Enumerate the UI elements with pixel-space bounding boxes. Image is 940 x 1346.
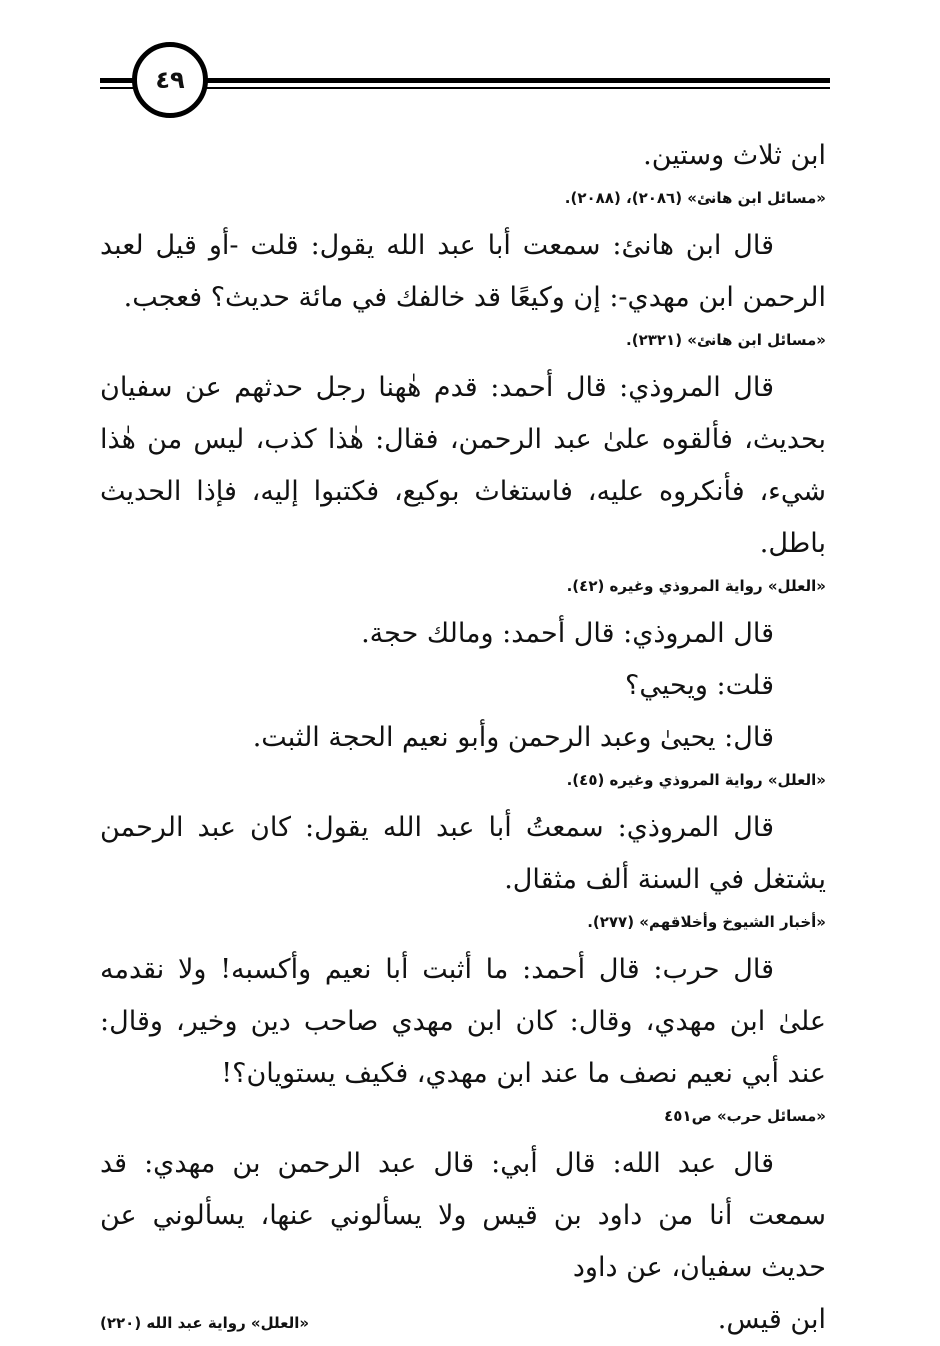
source-citation: «مسائل حرب» ص٤٥١ [664,1107,826,1125]
text-paragraph: قال: يحيىٰ وعبد الرحمن وأبو نعيم الحجة الثبت. [252,722,774,753]
text-paragraph: قال المروذي: قال أحمد: ومالك حجة. [361,618,774,649]
source-citation: «العلل» رواية المروذي وغيره (٤٥). [566,771,826,789]
final-line [100,1294,826,1346]
page-number: ٤٩ [155,66,185,94]
text-paragraph: قال حرب: قال أحمد: ما أثبت أبا نعيم وأكسبه! ولا نقدمه علىٰ ابن مهدي، وقال: كان ابن مهدي صاحب دين وخير، وقال: عند أبي نعيم نصف ما عند ابن مهدي، فكيف يستويان؟! [100,954,826,1089]
page-body [100,130,826,1346]
text-paragraph: قال المروذي: سمعتُ أبا عبد الله يقول: كان عبد الرحمن يشتغل في السنة ألف مثقال. [100,812,826,895]
text-paragraph: قال عبد الله: قال أبي: قال عبد الرحمن بن مهدي: قد سمعت أنا من داود بن قيس ولا يسألوني عنها، يسألوني عن حديث سفيان، عن داود [100,1148,826,1283]
source-citation: «مسائل ابن هانئ» (٢٣٢١). [626,331,826,349]
source-citation: «العلل» رواية المروذي وغيره (٤٢). [566,577,826,595]
text-line: ابن قيس. [717,1304,826,1335]
text-paragraph: قال ابن هانئ: سمعت أبا عبد الله يقول: قلت -أو قيل لعبد الرحمن ابن مهدي-: إن وكيعًا قد خالفك في مائة حديث؟ فعجب. [100,230,826,313]
page-header [100,42,830,132]
page-number-badge [132,42,208,118]
source-citation: «مسائل ابن هانئ» (٢٠٨٦)، (٢٠٨٨). [564,189,826,207]
source-citation: «أخبار الشيوخ وأخلاقهم» (٢٧٧). [587,913,826,931]
header-rule-thick [100,78,830,83]
text-paragraph: ابن ثلاث وستين. [643,140,826,171]
text-paragraph: قال المروذي: قال أحمد: قدم هٰهنا رجل حدثهم عن سفيان بحديث، فألقوه علىٰ عبد الرحمن، فقال: هٰذا كذب، ليس من هٰذا شيء، فأنكروه عليه، فاستغاث بوكيع، فكتبوا إليه، فإذا الحديث باطل. [100,372,826,559]
text-paragraph: قلت: ويحيي؟ [624,670,774,701]
header-rule-thin [100,87,830,89]
source-citation: «العلل» رواية عبد الله (٢٢٠) [100,1314,310,1332]
